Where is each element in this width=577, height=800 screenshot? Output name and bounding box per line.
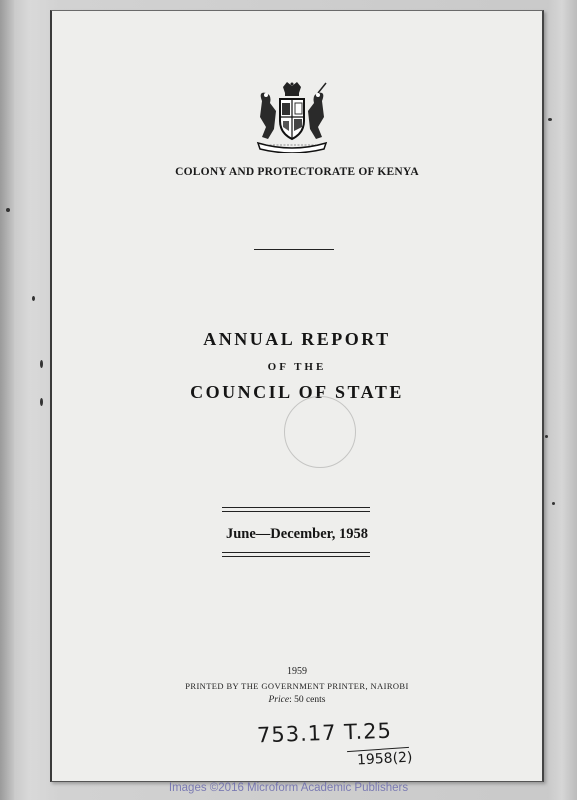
printer-line: PRINTED BY THE GOVERNMENT PRINTER, NAIROBI — [185, 681, 409, 691]
period-rule-bottom-2 — [222, 556, 370, 557]
report-title-line2: OF THE — [267, 361, 327, 373]
period-rule-top-1 — [222, 507, 370, 508]
scan-speck — [545, 435, 548, 438]
publication-year: 1959 — [287, 666, 307, 677]
handwritten-volume: 1958(2) — [356, 749, 413, 769]
copyright-watermark: Images ©2016 Microform Academic Publishers — [168, 782, 409, 794]
scan-speck — [552, 502, 555, 505]
royal-coat-of-arms-icon — [252, 81, 332, 153]
scan-speck — [6, 208, 10, 212]
faded-library-stamp — [284, 396, 356, 468]
period-rule-top-2 — [222, 511, 370, 512]
short-divider — [254, 249, 334, 250]
scan-speck — [40, 398, 43, 406]
scan-speck — [548, 118, 552, 121]
price-line — [52, 695, 542, 705]
scan-left-edge — [0, 0, 14, 800]
colony-heading: COLONY AND PROTECTORATE OF KENYA — [175, 166, 419, 178]
report-title-line1: ANNUAL REPORT — [203, 329, 391, 349]
price-label: Price — [268, 695, 290, 705]
scan-speck — [32, 296, 35, 301]
report-title-line3: COUNCIL OF STATE — [190, 382, 404, 402]
price-value: : 50 cents — [289, 695, 326, 705]
handwritten-shelfmark: 753.17 T.25 — [256, 718, 393, 748]
scan-speck — [40, 360, 43, 368]
report-period: June—December, 1958 — [225, 526, 369, 542]
period-rule-bottom-1 — [222, 552, 370, 553]
document-page — [50, 10, 544, 782]
